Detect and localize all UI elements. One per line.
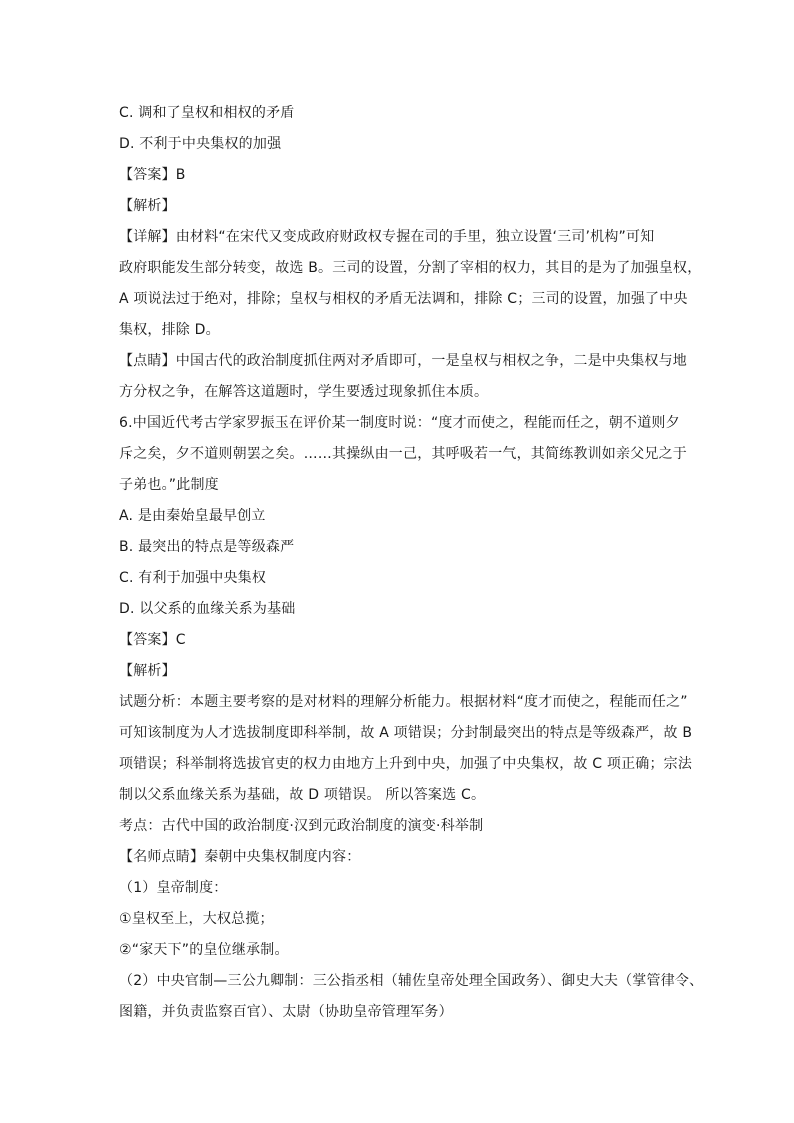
q6-analysis-line-1: 试题分析：本题主要考察的是对材料的理解分析能力。根据材料“度才而使之，程能而任之” <box>119 694 688 710</box>
teacher-note-item-2-line-1: （2）中央官制—三公九卿制：三公指丞相（辅佐皇帝处理全国政务）、御史大夫（掌管律令、 <box>119 973 704 989</box>
question-6-line-3: 子弟也。”此制度 <box>119 477 219 493</box>
detail-line-2: 政府职能发生部分转变，故选 B。三司的设置，分割了宰相的权力，其目的是为了加强皇权， <box>119 260 702 276</box>
detail-line-3: A 项说法过于绝对，排除；皇权与相权的矛盾无法调和，排除 C；三司的设置，加强了中央 <box>119 291 688 307</box>
q6-analysis-line-2: 可知该制度为人才选拔制度即科举制，故 A 项错误；分封制最突出的特点是等级森严，故 B <box>119 725 693 741</box>
teacher-note-title: 【名师点睛】秦朝中央集权制度内容： <box>119 849 361 865</box>
option-d: D. 不利于中央集权的加强 <box>119 136 282 152</box>
analysis-label: 【解析】 <box>119 198 176 214</box>
question-6-line-1: 6.中国近代考古学家罗振玉在评价某一制度时说：“度才而使之，程能而任之，朝不道则夕 <box>119 415 680 431</box>
q6-analysis-label: 【解析】 <box>119 663 176 679</box>
teacher-note-item-1: （1）皇帝制度： <box>119 880 228 896</box>
q6-option-d: D. 以父系的血缘关系为基础 <box>119 601 296 617</box>
teacher-note-item-2-line-2: 图籍，并负责监察百官）、太尉（协助皇帝管理军务） <box>119 1004 453 1020</box>
q6-option-b: B. 最突出的特点是等级森严 <box>119 539 295 555</box>
q6-analysis-line-3: 项错误；科举制将选拔官吏的权力由地方上升到中央，加强了中央集权，故 C 项正确；宗法 <box>119 756 693 772</box>
exam-point: 考点：古代中国的政治制度·汉到元政治制度的演变·科举制 <box>119 818 484 834</box>
detail-line-4: 集权，排除 D。 <box>119 322 220 338</box>
detail-line-1: 【详解】由材料“在宋代又变成政府财政权专握在司的手里，独立设置‘三司’机构”可知 <box>119 229 655 245</box>
q6-option-a: A. 是由秦始皇最早创立 <box>119 508 266 524</box>
question-6-line-2: 斥之矣，夕不道则朝罢之矣。……其操纵由一己，其呼吸若一气，其简练教训如亲父兄之于 <box>119 446 687 462</box>
teacher-note-sub-2: ②“家天下”的皇位继承制。 <box>119 942 289 958</box>
teacher-note-sub-1: ①皇权至上，大权总揽； <box>119 911 274 927</box>
point-line-1: 【点睛】中国古代的政治制度抓住两对矛盾即可，一是皇权与相权之争，二是中央集权与地 <box>119 353 687 369</box>
option-c: C. 调和了皇权和相权的矛盾 <box>119 105 295 121</box>
q6-answer-label: 【答案】C <box>119 632 186 648</box>
q6-analysis-line-4: 制以父系血缘关系为基础，故 D 项错误。 所以答案选 C。 <box>119 787 486 803</box>
q6-option-c: C. 有利于加强中央集权 <box>119 570 267 586</box>
answer-label: 【答案】B <box>119 167 186 183</box>
point-line-2: 方分权之争，在解答这道题时，学生要透过现象抓住本质。 <box>119 384 489 400</box>
